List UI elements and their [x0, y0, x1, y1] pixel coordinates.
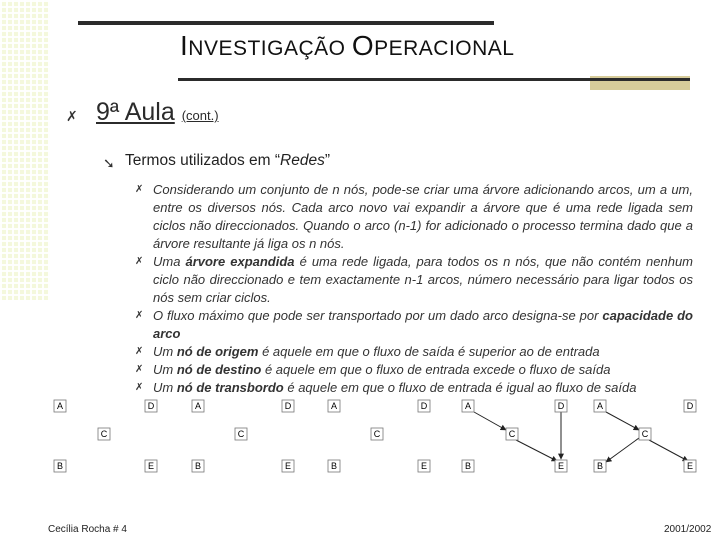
- network-graph-1: [54, 400, 157, 472]
- node-e: [145, 460, 157, 472]
- svg-text:C: C: [237, 429, 245, 439]
- svg-text:D: D: [557, 401, 565, 411]
- network-graph-3: [328, 400, 430, 472]
- node-d: [555, 400, 567, 412]
- svg-text:D: D: [284, 401, 292, 411]
- node-b: [462, 460, 474, 472]
- list-item: ✗ Um nó de origem é aquele em que o fluxo de saída é superior ao de entrada: [135, 344, 600, 359]
- list-item: ✗ O fluxo máximo que pode ser transportado por um dado arco designa-se por capacidade do arco: [135, 308, 693, 341]
- svg-text:B: B: [56, 461, 64, 471]
- svg-text:E: E: [557, 461, 565, 471]
- list-item: ✗ Um nó de destino é aquele em que o fluxo de entrada excede o fluxo de saída: [135, 362, 611, 377]
- node-a: [54, 400, 66, 412]
- svg-text:A: A: [596, 401, 604, 411]
- node-d: [145, 400, 157, 412]
- svg-text:E: E: [284, 461, 292, 471]
- node-b: [192, 460, 204, 472]
- arc-a-c: [606, 412, 639, 430]
- node-a: [462, 400, 474, 412]
- svg-text:C: C: [100, 429, 108, 439]
- svg-text:C: C: [508, 429, 516, 439]
- cross-bullet-icon: ✗: [135, 256, 144, 267]
- node-e: [282, 460, 294, 472]
- lesson-heading: 9ª Aula (cont.): [96, 98, 219, 126]
- svg-text:D: D: [420, 401, 428, 411]
- node-a: [328, 400, 340, 412]
- node-c: [506, 428, 518, 440]
- svg-text:B: B: [330, 461, 338, 471]
- section-subheading: Termos utilizados em “Redes”: [125, 152, 331, 169]
- author-footer: Cecília Rocha # 4: [48, 524, 127, 535]
- svg-text:E: E: [686, 461, 694, 471]
- cross-bullet-icon: ✗: [135, 364, 144, 375]
- svg-text:D: D: [147, 401, 155, 411]
- node-e: [684, 460, 696, 472]
- node-d: [282, 400, 294, 412]
- svg-text:E: E: [420, 461, 428, 471]
- arc-c-b: [606, 438, 639, 462]
- arc-a-c: [474, 412, 506, 430]
- cross-bullet-icon: ✗: [135, 346, 144, 357]
- node-b: [54, 460, 66, 472]
- node-e: [418, 460, 430, 472]
- node-c: [235, 428, 247, 440]
- arrow-bullet-icon: ➘: [103, 155, 115, 171]
- network-graph-4: [462, 400, 567, 472]
- node-c: [98, 428, 110, 440]
- node-b: [328, 460, 340, 472]
- list-item: ✗ Considerando um conjunto de n nós, pode-se criar uma árvore adicionando arcos, um a um, entre os diversos nós. Cada arco novo vai expandir a árvore que é uma rede ligada sem ciclos não direccionados. Quando o arco (n-1) for adicionado o processo termina dado que a árvore resultante já liga os n nós.: [135, 182, 693, 251]
- node-e: [555, 460, 567, 472]
- list-item: ✗ Uma árvore expandida é uma rede ligada, para todos os n nós, que não contém nenhum ciclo não direccionado e tem exactamente n-1 arcos, número necessário para ligar todos os nós sem criar ciclos.: [135, 254, 693, 305]
- node-c: [639, 428, 651, 440]
- svg-text:C: C: [641, 429, 649, 439]
- node-d: [684, 400, 696, 412]
- node-c: [371, 428, 383, 440]
- cross-bullet-icon: ✗: [135, 310, 144, 321]
- node-a: [192, 400, 204, 412]
- node-d: [418, 400, 430, 412]
- svg-text:D: D: [686, 401, 694, 411]
- svg-text:A: A: [464, 401, 472, 411]
- node-b: [594, 460, 606, 472]
- slide-title: INVESTIGAÇÃO OPERACIONAL: [180, 30, 515, 61]
- svg-text:A: A: [330, 401, 338, 411]
- list-item: ✗ Um nó de transbordo é aquele em que o fluxo de entrada é igual ao fluxo de saída: [135, 380, 637, 395]
- svg-text:B: B: [194, 461, 202, 471]
- node-a: [594, 400, 606, 412]
- svg-text:B: B: [596, 461, 604, 471]
- network-graph-5: [594, 400, 696, 472]
- cross-bullet-icon: ✗: [66, 108, 78, 124]
- network-graph-2: [192, 400, 294, 472]
- arc-c-e: [649, 440, 688, 461]
- svg-text:E: E: [147, 461, 155, 471]
- svg-text:A: A: [56, 401, 64, 411]
- svg-text:C: C: [373, 429, 381, 439]
- cross-bullet-icon: ✗: [135, 184, 144, 195]
- cross-bullet-icon: ✗: [135, 382, 144, 393]
- svg-text:B: B: [464, 461, 472, 471]
- arc-c-e: [516, 440, 557, 461]
- year-footer: 2001/2002: [664, 524, 712, 535]
- svg-text:A: A: [194, 401, 202, 411]
